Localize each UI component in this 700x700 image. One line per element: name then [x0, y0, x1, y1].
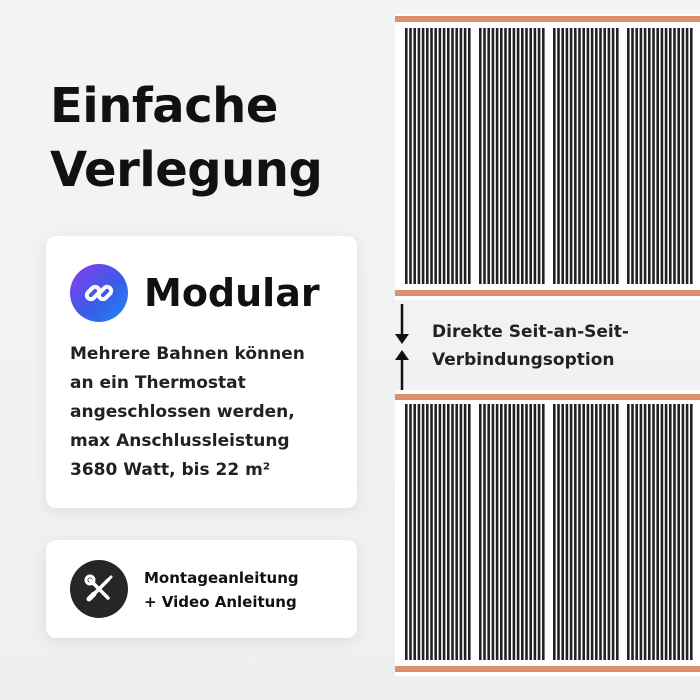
- connection-label-line-1: Direkte Seit-an-Seit-: [432, 322, 629, 342]
- headline-line-2: Verlegung: [50, 142, 323, 198]
- installation-card: [46, 540, 357, 638]
- modular-line: an ein Thermostat: [70, 373, 246, 393]
- link-chain-icon: [70, 264, 128, 322]
- modular-description: [70, 340, 350, 485]
- modular-line: 3680 Watt, bis 22 m²: [70, 460, 271, 480]
- modular-card: [46, 236, 357, 508]
- modular-line: angeschlossen werden,: [70, 402, 295, 422]
- installation-text: [144, 566, 299, 614]
- wrench-screwdriver-icon: [70, 560, 128, 618]
- installation-line-2: + Video Anleitung: [144, 593, 297, 611]
- connection-arrows-icon: [392, 302, 412, 392]
- connection-label: [432, 318, 629, 374]
- connection-label-line-2: Verbindungsoption: [432, 350, 615, 370]
- headline: [50, 74, 322, 202]
- heating-film-bottom: [395, 390, 700, 676]
- headline-line-1: Einfache: [50, 78, 278, 134]
- modular-title: Modular: [144, 271, 320, 315]
- heating-film-top: [395, 14, 700, 300]
- modular-line: max Anschlussleistung: [70, 431, 290, 451]
- installation-line-1: Montageanleitung: [144, 569, 299, 587]
- modular-line: Mehrere Bahnen können: [70, 344, 305, 364]
